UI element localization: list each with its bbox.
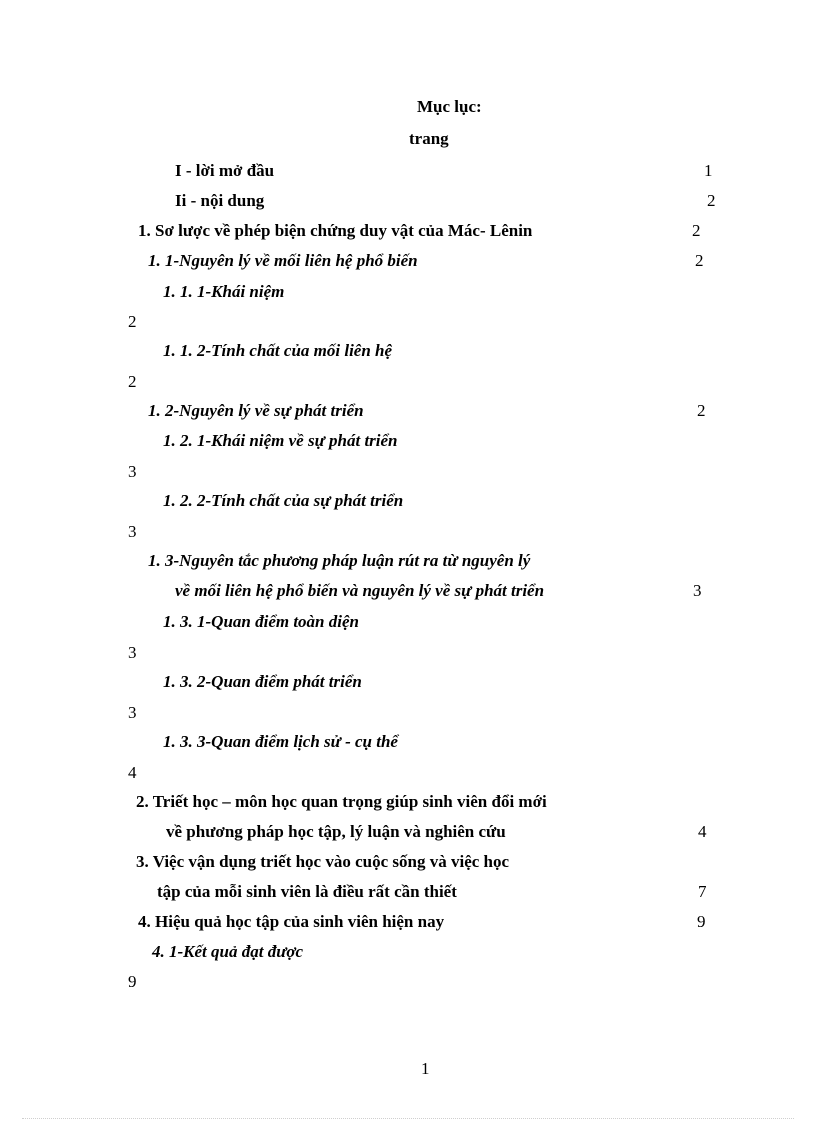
- toc-entry-1-1-2: 1. 1. 2-Tính chất của mối liên hệ: [163, 341, 393, 360]
- page-number: 1: [421, 1059, 430, 1078]
- toc-entry-1-3-3-page: 4: [128, 763, 137, 782]
- toc-entry-1-1-2-page: 2: [128, 372, 137, 391]
- toc-entry-section-2-continued: về phương pháp học tập, lý luận và nghiên cứu: [166, 822, 506, 841]
- toc-entry-4-1: 4. 1-Kết quả đạt được: [152, 942, 304, 961]
- toc-entry-content: Ii - nội dung: [175, 191, 265, 210]
- toc-entry-section-4: 4. Hiệu quả học tập của sinh viên hiện nay: [138, 912, 445, 931]
- toc-entry-1-3-1-page: 3: [128, 643, 137, 662]
- toc-entry-content-page: 2: [707, 191, 716, 210]
- toc-entry-1-3-continued: về mối liên hệ phổ biến và nguyên lý về sự phát triển: [175, 581, 545, 600]
- toc-entry-1-3: 1. 3-Nguyên tắc phương pháp luận rút ra từ nguyên lý: [148, 551, 531, 570]
- toc-entry-intro: I - lời mở đầu: [175, 161, 275, 180]
- toc-entry-section-2-page: 4: [698, 822, 707, 841]
- toc-entry-1-2-1: 1. 2. 1-Khái niệm về sự phát triển: [163, 431, 398, 450]
- toc-entry-1-2-2-page: 3: [128, 522, 137, 541]
- page-column-header: trang: [409, 129, 449, 148]
- toc-entry-1-3-3: 1. 3. 3-Quan điểm lịch sử - cụ thể: [163, 732, 398, 751]
- toc-entry-section-3: 3. Việc vận dụng triết học vào cuộc sống và việc học: [136, 852, 510, 871]
- toc-entry-section-3-page: 7: [698, 882, 707, 901]
- toc-entry-section-4-page: 9: [697, 912, 706, 931]
- toc-entry-1-2-page: 2: [697, 401, 706, 420]
- toc-entry-1-1-1-page: 2: [128, 312, 137, 331]
- toc-entry-1-3-2: 1. 3. 2-Quan điểm phát triển: [163, 672, 362, 691]
- toc-entry-section-2: 2. Triết học – môn học quan trọng giúp sinh viên đổi mới: [136, 792, 547, 811]
- toc-entry-section-1-page: 2: [692, 221, 701, 240]
- toc-entry-intro-page: 1: [704, 161, 713, 180]
- toc-entry-1-1: 1. 1-Nguyên lý về mối liên hệ phổ biến: [148, 251, 418, 270]
- toc-entry-1-1-page: 2: [695, 251, 704, 270]
- footer-divider: [22, 1118, 794, 1119]
- toc-entry-4-1-page: 9: [128, 972, 137, 991]
- toc-entry-1-3-page: 3: [693, 581, 702, 600]
- toc-entry-section-1: 1. Sơ lược về phép biện chứng duy vật của Mác- Lênin: [138, 221, 533, 240]
- toc-entry-section-3-continued: tập của mỗi sinh viên là điều rất cần thiết: [157, 882, 457, 901]
- toc-entry-1-2-2: 1. 2. 2-Tính chất của sự phát triển: [163, 491, 404, 510]
- toc-entry-1-3-1: 1. 3. 1-Quan điểm toàn diện: [163, 612, 359, 631]
- toc-entry-1-2: 1. 2-Nguyên lý về sự phát triển: [148, 401, 364, 420]
- toc-entry-1-1-1: 1. 1. 1-Khái niệm: [163, 282, 285, 301]
- toc-entry-1-2-1-page: 3: [128, 462, 137, 481]
- toc-title: Mục lục:: [417, 97, 482, 116]
- toc-entry-1-3-2-page: 3: [128, 703, 137, 722]
